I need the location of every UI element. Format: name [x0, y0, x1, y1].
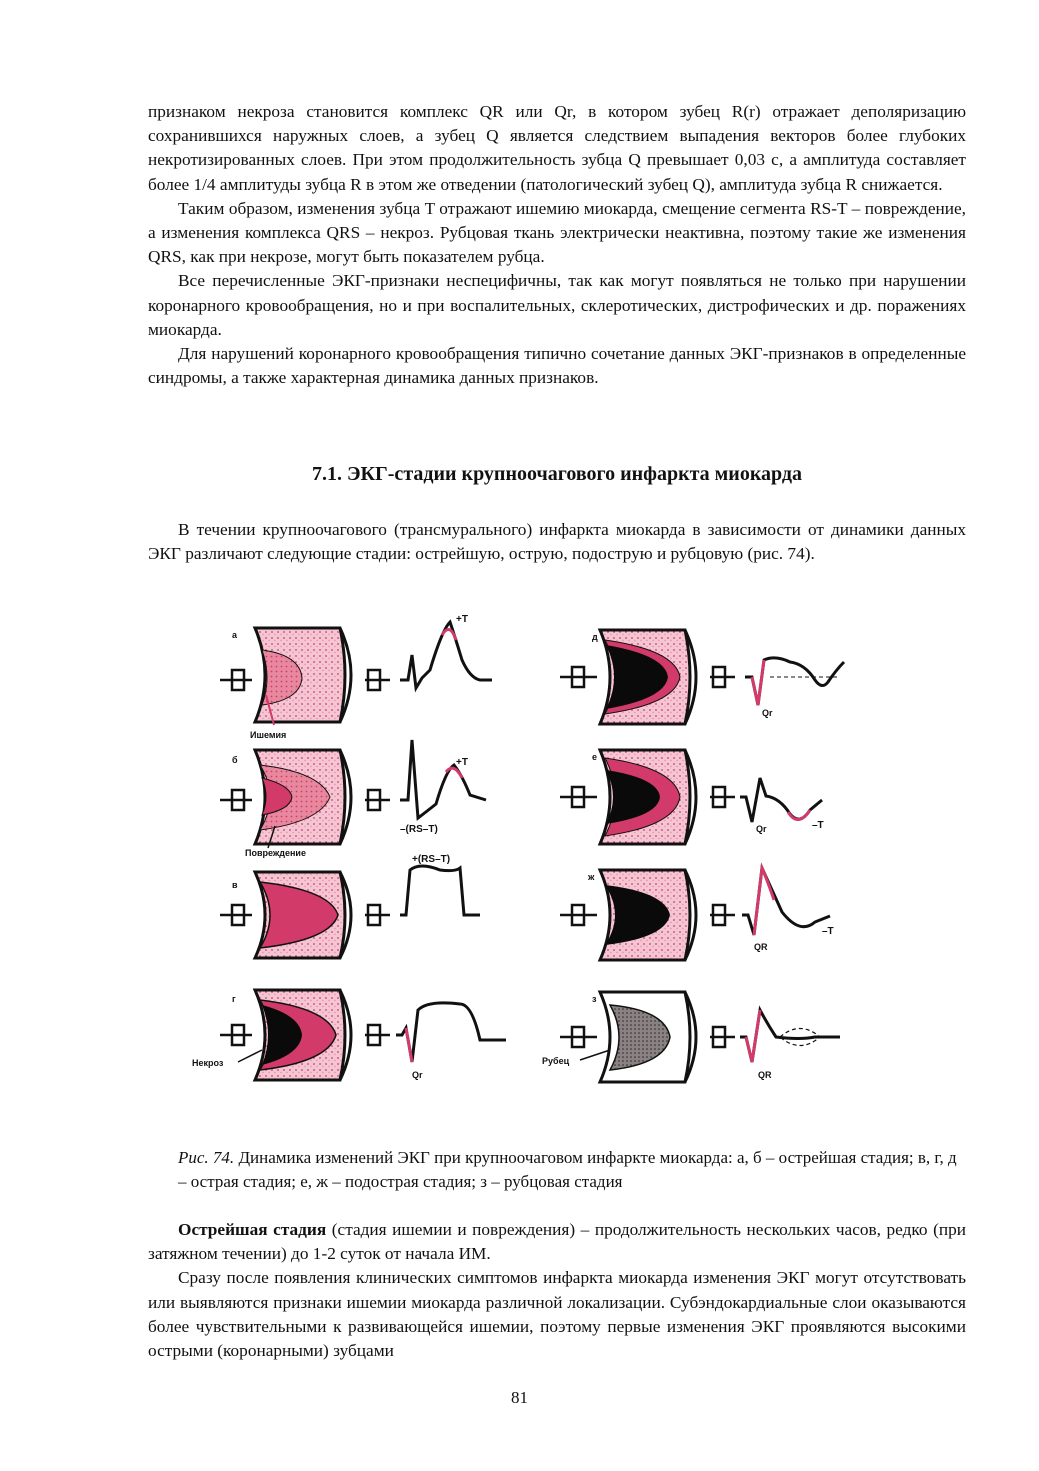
panel-z [542, 992, 840, 1082]
panel-v [220, 854, 480, 958]
label-necrosis: Некроз [192, 1058, 224, 1068]
panel-letter-d: д [592, 632, 598, 642]
paragraph-3: Все перечисленные ЭКГ-признаки неспецифичны, так как могут появляться не только при нарушении коронарного кровообращения, но и при воспалительных, склеротических, дистрофических и др. поражениях миокарда. [148, 271, 966, 339]
label-plus-t-a: +T [456, 614, 468, 625]
label-qr-small-g: Qr [412, 1070, 423, 1080]
bottom-text-block [148, 1218, 966, 1363]
stage-paragraph [148, 1218, 966, 1266]
intro-text-block [148, 518, 966, 566]
q-wave-g [406, 1028, 412, 1062]
label-damage: Повреждение [245, 848, 306, 858]
intro-paragraph: В течении крупноочагового (трансмурального) инфаркта миокарда в зависимости от динамики данных ЭКГ различают следующие стадии: острейшую, острую, подострую и рубцовую (рис. 74). [148, 520, 966, 564]
label-plus-t-b: +T [456, 757, 468, 768]
label-minus-t-zh: –T [822, 926, 834, 937]
stage-title: Острейшая стадия [178, 1220, 327, 1239]
paragraph-bottom-2: Сразу после появления клинических симптомов инфаркта миокарда изменения ЭКГ могут отсутствовать или выявляются признаки ишемии миокарда различной локализации. Субэндокардиальные слои оказываются более чувствительными к развивающейся ишемии, поэтому первые изменения ЭКГ проявляются высокими острыми (коронарными) зубцами [148, 1268, 966, 1361]
label-scar: Рубец [542, 1056, 570, 1066]
figure-74 [150, 600, 890, 1120]
section-heading: 7.1. ЭКГ-стадии крупноочагового инфаркта миокарда [311, 463, 803, 485]
label-ischemia: Ишемия [250, 730, 287, 740]
panel-letter-a: а [232, 630, 238, 640]
paragraph-1: признаком некроза становится комплекс QR или Qr, в котором зубец R(r) отражает деполяризацию сохранившихся наружных слоев, а зубец Q является следствием выпадения векторов более глубоких некротизированных слоев. При этом продолжительность зубца Q превышает 0,03 с, а амплитуда составляет более 1/4 амплитуды зубца R в этом же отведении (патологический зубец Q), амплитуда зубца R снижается. [148, 102, 966, 194]
panel-letter-g: г [232, 994, 236, 1004]
label-plus-rst: +(RS–T) [412, 854, 451, 865]
panel-letter-z: з [592, 994, 597, 1004]
label-qr-small-e: Qr [756, 824, 767, 834]
caption-lead: Рис. 74. [178, 1148, 235, 1167]
figure-caption [178, 1146, 958, 1194]
ecg-trace-e [740, 778, 822, 822]
panel-a [220, 614, 492, 740]
panel-letter-v: в [232, 880, 238, 890]
r-wave-zh [754, 868, 774, 935]
label-qr-zh: QR [754, 942, 768, 952]
panel-g [192, 990, 506, 1080]
pointer-g [238, 1050, 262, 1062]
label-qr-small-d: Qr [762, 708, 773, 718]
label-minus-rst: –(RS–T) [400, 824, 438, 835]
panel-e [560, 750, 824, 844]
ecg-figure-svg [150, 600, 890, 1120]
caption-text: Динамика изменений ЭКГ при крупноочаговом инфаркте миокарда: а, б – острейшая стадия; в, г, д – острая стадия; е, ж – подострая стадия; з – рубцовая стадия [178, 1148, 957, 1191]
label-minus-t-e: –T [812, 820, 824, 831]
t-wave-e [788, 810, 810, 820]
panel-d [560, 630, 844, 724]
stage-text: (стадия ишемии и повреждения) – продолжительность нескольких часов, редко (при затяжном течении) до 1-2 суток от начала ИМ. [148, 1220, 966, 1264]
q-wave-z [746, 1010, 760, 1062]
top-text-block [148, 100, 966, 390]
panel-letter-zh: ж [588, 872, 595, 882]
panel-letter-e: е [592, 752, 598, 762]
page-number: 81 [511, 1388, 528, 1407]
ecg-trace-v [400, 866, 480, 915]
ecg-trace-g [396, 1003, 506, 1062]
q-wave-d [752, 660, 764, 705]
paragraph-4: Для нарушений коронарного кровообращения типично сочетание данных ЭКГ-признаков в определенные синдромы, а также характерная динамика данных признаков. [148, 344, 966, 388]
paragraph-2: Таким образом, изменения зубца T отражают ишемию миокарда, смещение сегмента RS-T – повреждение, а изменения комплекса QRS – некроз. Рубцовая ткань электрически неактивна, поэтому такие же изменения QRS, как при некрозе, могут быть показателем рубца. [148, 198, 966, 267]
ecg-trace-b [400, 740, 486, 818]
panel-letter-b: б [232, 755, 238, 765]
panel-b [220, 740, 486, 858]
pointer-z [580, 1050, 610, 1060]
panel-zh [560, 868, 834, 960]
label-qr-z: QR [758, 1070, 772, 1080]
